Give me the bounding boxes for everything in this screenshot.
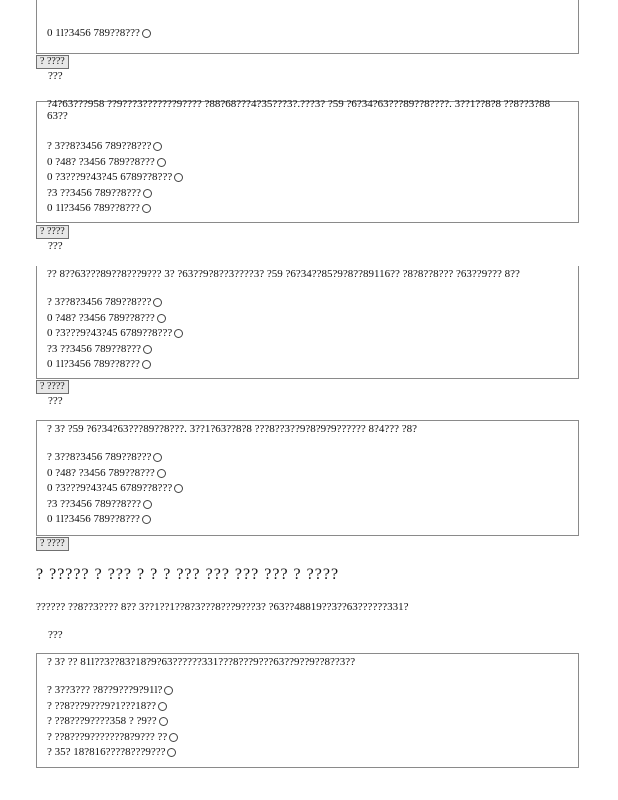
answer-option[interactable]: 0 ?48? ?3456 789??8??? — [47, 311, 183, 327]
answer-option[interactable]: ? ??8???9????358 ? ?9?? — [47, 714, 178, 730]
question-box — [36, 420, 579, 536]
answer-option[interactable]: 0 1l?3456 789??8??? — [47, 26, 151, 42]
radio-button[interactable] — [157, 469, 166, 478]
radio-button[interactable] — [157, 158, 166, 167]
radio-button[interactable] — [143, 500, 152, 509]
check-answer-button[interactable]: ? ???? — [36, 225, 69, 239]
question-box — [36, 98, 579, 223]
radio-button[interactable] — [142, 360, 151, 369]
radio-button[interactable] — [142, 204, 151, 213]
radio-button[interactable] — [158, 702, 167, 711]
radio-button[interactable] — [167, 748, 176, 757]
radio-button[interactable] — [153, 453, 162, 462]
question-stem: ?4?63???958 ??9???3???????9???? ?88?68???4?35???3?.???3? ?59 ?6?34?63???89??8????. 3??1??8?8 ??8??3?88 63?? — [47, 98, 551, 122]
question-stem: ? 3? ?? 81l??3??83?18?9?63??????331???8???9???63??9??9??8??3?? — [47, 656, 356, 668]
radio-button[interactable] — [164, 686, 173, 695]
question-box — [36, 653, 579, 768]
radio-button[interactable] — [174, 329, 183, 338]
feedback-text: ??? — [48, 395, 63, 407]
feedback-text: ??? — [48, 629, 63, 641]
radio-button[interactable] — [143, 189, 152, 198]
answer-option[interactable]: ?3 ??3456 789??8??? — [47, 186, 183, 202]
answer-option[interactable]: 0 1l?3456 789??8??? — [47, 357, 183, 373]
answer-option[interactable]: 0 ?48? ?3456 789??8??? — [47, 466, 183, 482]
answer-option[interactable]: ? ??8???9???9?1???18?? — [47, 699, 178, 715]
answer-option[interactable]: ? 3??8?3456 789??8??? — [47, 295, 183, 311]
section-intro: ?????? ??8??3???? 8?? 3??1??1??8?3???8???9???3? ?63??48819??3??63??????331? — [36, 601, 409, 613]
radio-button[interactable] — [169, 733, 178, 742]
question-stem: ? 3? ?59 ?6?34?63???89??8???. 3??1?63??8?8 ???8??3??9?8?9?9?????? 8?4??? ?8? — [47, 423, 418, 435]
answer-option[interactable]: 0 ?3???9?43?45 6789??8??? — [47, 170, 183, 186]
answer-option[interactable]: 0 ?48? ?3456 789??8??? — [47, 155, 183, 171]
answer-option[interactable]: 0 ?3???9?43?45 6789??8??? — [47, 326, 183, 342]
radio-button[interactable] — [174, 484, 183, 493]
answer-option[interactable]: ?3 ??3456 789??8??? — [47, 342, 183, 358]
answer-option[interactable]: ? ??8???9???????8?9??? ?? — [47, 730, 178, 746]
answer-option[interactable]: ? 35? 18?816????8???9??? — [47, 745, 178, 761]
radio-button[interactable] — [143, 345, 152, 354]
answer-option[interactable]: ?3 ??3456 789??8??? — [47, 497, 183, 513]
question-box — [36, 266, 579, 379]
radio-button[interactable] — [153, 298, 162, 307]
answer-option[interactable]: ? 3??3??? ?8??9???9?91l? — [47, 683, 178, 699]
answer-option[interactable]: ? 3??8?3456 789??8??? — [47, 139, 183, 155]
question-stem: ?? 8??63???89??8???9??? 3? ?63??9?8??3????3? ?59 ?6?34??85?9?8??89116?? ?8?8??8??? ?63??9??? 8?? — [47, 268, 520, 280]
radio-button[interactable] — [153, 142, 162, 151]
feedback-text: ??? — [48, 240, 63, 252]
check-answer-button[interactable]: ? ???? — [36, 537, 69, 551]
question-box — [36, 0, 579, 54]
radio-button[interactable] — [142, 515, 151, 524]
answer-option[interactable]: ? 3??8?3456 789??8??? — [47, 450, 183, 466]
answer-option[interactable]: 0 ?3???9?43?45 6789??8??? — [47, 481, 183, 497]
section-heading: ? ????? ? ??? ? ? ? ??? ??? ??? ??? ? ???? — [36, 566, 340, 583]
radio-button[interactable] — [159, 717, 168, 726]
radio-button[interactable] — [174, 173, 183, 182]
radio-button[interactable] — [157, 314, 166, 323]
check-answer-button[interactable]: ? ???? — [36, 380, 69, 394]
answer-option[interactable]: 0 1l?3456 789??8??? — [47, 201, 183, 217]
radio-button[interactable] — [142, 29, 151, 38]
check-answer-button[interactable]: ? ???? — [36, 55, 69, 69]
answer-option[interactable]: 0 1l?3456 789??8??? — [47, 512, 183, 528]
feedback-text: ??? — [48, 70, 63, 82]
